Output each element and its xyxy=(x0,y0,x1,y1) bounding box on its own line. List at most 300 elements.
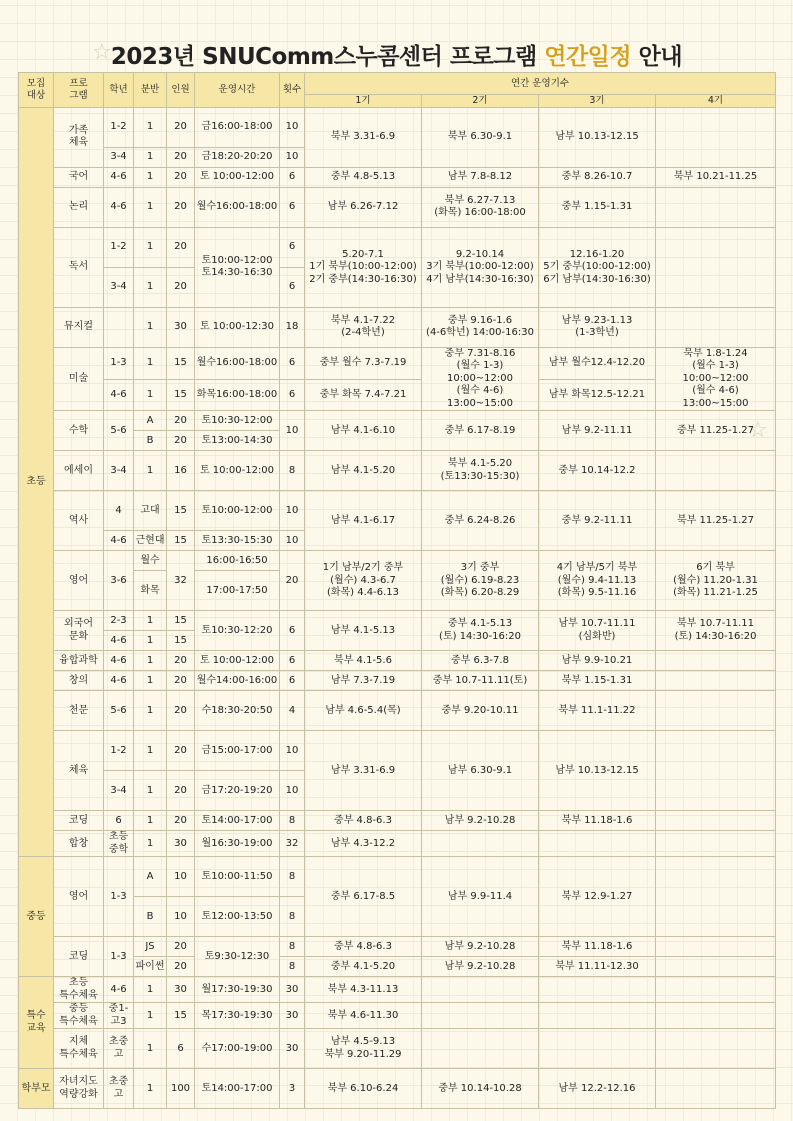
time-cell: 월16:30-19:00 xyxy=(195,831,280,857)
term1-cell: 남부 6.26-7.12 xyxy=(305,187,422,227)
term1-cell: 남부 7.3-7.19 xyxy=(305,671,422,691)
time-cell: 토10:30-12:20 xyxy=(195,611,280,651)
term3-cell: 남부 10.7-11.11 (심화반) xyxy=(539,611,656,651)
grade-cell: 4-6 xyxy=(104,379,134,411)
time-cell: 토 10:00-12:00 xyxy=(195,451,280,491)
term1-cell: 북부 4.6-11.30 xyxy=(305,1003,422,1029)
sessions-cell: 6 xyxy=(280,379,305,411)
program-name: 외국어 문화 xyxy=(54,611,104,651)
term1-cell: 남부 4.6-5.4(목) xyxy=(305,691,422,731)
section-cell: 1 xyxy=(134,147,167,167)
header-grade: 학년 xyxy=(104,73,134,108)
table-row xyxy=(19,731,776,771)
term2-cell: 3기 중부 (월수) 6.19-8.23 (화목) 6.20-8.29 xyxy=(422,551,539,611)
term1-cell: 북부 4.3-11.13 xyxy=(305,977,422,1003)
term4-cell xyxy=(656,671,776,691)
term4-cell xyxy=(656,691,776,731)
term1-cell: 남부 4.3-12.2 xyxy=(305,831,422,857)
term3-cell: 4기 남부/5기 북부 (월수) 9.4-11.13 (화목) 9.5-11.16 xyxy=(539,551,656,611)
grade-cell: 4-6 xyxy=(104,651,134,671)
grade-cell: 초중고 xyxy=(104,1069,134,1109)
term4-cell xyxy=(656,107,776,167)
program-name: 에세이 xyxy=(54,451,104,491)
program-name: 지체 특수체육 xyxy=(54,1029,104,1069)
term1-cell: 남부 4.5-9.13 북부 9.20-11.29 xyxy=(305,1029,422,1069)
table-row xyxy=(19,857,776,897)
term3-cell xyxy=(539,977,656,1003)
term3-cell: 남부 월수12.4-12.20 xyxy=(539,347,656,379)
sessions-cell: 6 xyxy=(280,651,305,671)
grade-cell: 1-3 xyxy=(104,347,134,379)
term1-cell: 5.20-7.1 1기 북부(10:00-12:00) 2기 중부(14:30-16:30) xyxy=(305,227,422,307)
term2-cell: 중부 6.17-8.19 xyxy=(422,411,539,451)
grade-cell: 1-3 xyxy=(104,857,134,937)
time-cell: 금18:20-20:20 xyxy=(195,147,280,167)
term1-cell: 중부 4.1-5.20 xyxy=(305,957,422,977)
target-group-cell: 특수 교육 xyxy=(19,977,54,1069)
term3-cell: 북부 11.1-11.22 xyxy=(539,691,656,731)
program-name: 합창 xyxy=(54,831,104,857)
table-row xyxy=(19,551,776,571)
grade-cell: 4 xyxy=(104,491,134,531)
term1-cell: 중부 6.17-8.5 xyxy=(305,857,422,937)
term3-cell xyxy=(539,1003,656,1029)
header-sessions: 횟수 xyxy=(280,73,305,108)
sessions-cell: 10 xyxy=(280,491,305,531)
term2-cell: 중부 9.16-1.6 (4-6학년) 14:00-16:30 xyxy=(422,307,539,347)
table-row xyxy=(19,347,776,379)
term1-cell: 북부 3.31-6.9 xyxy=(305,107,422,167)
title-highlight: 연간일정 xyxy=(544,44,632,70)
term3-cell: 북부 1.15-1.31 xyxy=(539,671,656,691)
term4-cell xyxy=(656,1029,776,1069)
term2-cell xyxy=(422,977,539,1003)
capacity-cell: 20 xyxy=(167,937,195,957)
capacity-cell: 32 xyxy=(167,551,195,611)
section-cell: A xyxy=(134,411,167,431)
time-cell: 월수16:00-18:00 xyxy=(195,187,280,227)
section-cell: 1 xyxy=(134,831,167,857)
capacity-cell: 20 xyxy=(167,267,195,307)
term2-cell: 중부 6.24-8.26 xyxy=(422,491,539,551)
term3-cell xyxy=(539,1029,656,1069)
header-term-t3: 3기 xyxy=(539,95,656,108)
capacity-cell: 20 xyxy=(167,651,195,671)
term2-cell: 중부 7.31-8.16 (월수 1-3) 10:00~12:00 (월수 4-6) 13:00~15:00 xyxy=(422,347,539,411)
program-name: 자녀지도 역량강화 xyxy=(54,1069,104,1109)
capacity-cell: 15 xyxy=(167,1003,195,1029)
title-text: 2023년 SNUComm스누콤센터 프로그램 xyxy=(110,44,545,70)
time-cell: 16:00-16:50 xyxy=(195,551,280,571)
term3-cell: 남부 12.2-12.16 xyxy=(539,1069,656,1109)
grade-cell: 3-4 xyxy=(104,451,134,491)
time-cell: 수18:30-20:50 xyxy=(195,691,280,731)
table-row xyxy=(19,611,776,631)
grade-cell: 4-6 xyxy=(104,531,134,551)
capacity-cell: 15 xyxy=(167,611,195,631)
grade-cell: 3-6 xyxy=(104,551,134,611)
term3-cell: 북부 11.18-1.6 xyxy=(539,937,656,957)
section-cell: 1 xyxy=(134,811,167,831)
sessions-cell: 32 xyxy=(280,831,305,857)
term4-cell xyxy=(656,1003,776,1029)
grade-cell: 3-4 xyxy=(104,267,134,307)
term3-cell: 남부 10.13-12.15 xyxy=(539,107,656,167)
term4-cell xyxy=(656,731,776,811)
term1-cell: 중부 4.8-5.13 xyxy=(305,167,422,187)
title-text-end: 안내 xyxy=(631,44,683,70)
capacity-cell: 6 xyxy=(167,1029,195,1069)
star-decoration-icon: ☆ xyxy=(748,418,768,443)
term4-cell xyxy=(656,937,776,957)
term4-cell: 중부 11.25-1.27 xyxy=(656,411,776,451)
term4-cell xyxy=(656,451,776,491)
sessions-cell: 10 xyxy=(280,147,305,167)
term2-cell xyxy=(422,831,539,857)
capacity-cell: 20 xyxy=(167,671,195,691)
section-cell: 1 xyxy=(134,227,167,267)
term4-cell: 북부 11.25-1.27 xyxy=(656,491,776,551)
capacity-cell: 20 xyxy=(167,431,195,451)
capacity-cell: 20 xyxy=(167,147,195,167)
capacity-cell: 15 xyxy=(167,491,195,531)
section-cell: 1 xyxy=(134,611,167,631)
program-name: 천문 xyxy=(54,691,104,731)
grade-cell: 3-4 xyxy=(104,147,134,167)
term1-cell: 북부 6.10-6.24 xyxy=(305,1069,422,1109)
term1-cell: 중부 화목 7.4-7.21 xyxy=(305,379,422,411)
grade-cell: 2-3 xyxy=(104,611,134,631)
term1-cell: 북부 4.1-7.22 (2-4학년) xyxy=(305,307,422,347)
table-row xyxy=(19,691,776,731)
grade-cell: 초중고 xyxy=(104,1029,134,1069)
program-name: 초등 특수체육 xyxy=(54,977,104,1003)
section-cell: 1 xyxy=(134,977,167,1003)
section-cell: B xyxy=(134,431,167,451)
term2-cell xyxy=(422,1029,539,1069)
program-name: 역사 xyxy=(54,491,104,551)
program-name: 중등 특수체육 xyxy=(54,1003,104,1029)
sessions-cell: 8 xyxy=(280,897,305,937)
table-row xyxy=(19,937,776,957)
time-cell: 토10:00-11:50 xyxy=(195,857,280,897)
time-cell: 토 10:00-12:00 xyxy=(195,167,280,187)
section-cell: 화목 xyxy=(134,571,167,611)
term4-cell xyxy=(656,1069,776,1109)
capacity-cell: 15 xyxy=(167,531,195,551)
term2-cell: 남부 7.8-8.12 xyxy=(422,167,539,187)
sessions-cell: 4 xyxy=(280,691,305,731)
capacity-cell: 30 xyxy=(167,831,195,857)
capacity-cell: 20 xyxy=(167,167,195,187)
sessions-cell: 8 xyxy=(280,937,305,957)
target-group-cell: 학부모 xyxy=(19,1069,54,1109)
capacity-cell: 20 xyxy=(167,771,195,811)
program-name: 영어 xyxy=(54,551,104,611)
section-cell: 1 xyxy=(134,379,167,411)
time-cell: 토10:30-12:00 xyxy=(195,411,280,431)
sessions-cell: 8 xyxy=(280,957,305,977)
term3-cell: 남부 9.9-10.21 xyxy=(539,651,656,671)
term1-cell: 남부 4.1-6.10 xyxy=(305,411,422,451)
term4-cell xyxy=(656,977,776,1003)
capacity-cell: 15 xyxy=(167,631,195,651)
sessions-cell: 30 xyxy=(280,977,305,1003)
table-row xyxy=(19,107,776,147)
table-row xyxy=(19,227,776,267)
sessions-cell: 20 xyxy=(280,551,305,611)
sessions-cell: 6 xyxy=(280,611,305,651)
section-cell: 1 xyxy=(134,1003,167,1029)
section-cell: 1 xyxy=(134,1069,167,1109)
section-cell: 1 xyxy=(134,651,167,671)
header-program: 프로 그램 xyxy=(54,73,104,108)
capacity-cell: 20 xyxy=(167,411,195,431)
section-cell: 1 xyxy=(134,771,167,811)
table-row xyxy=(19,1029,776,1069)
section-cell: 1 xyxy=(134,1029,167,1069)
term4-cell xyxy=(656,307,776,347)
header-target: 모집 대상 xyxy=(19,73,54,108)
time-cell: 토14:00-17:00 xyxy=(195,811,280,831)
program-name: 코딩 xyxy=(54,937,104,977)
header-term-t2: 2기 xyxy=(422,95,539,108)
term2-cell: 남부 9.9-11.4 xyxy=(422,857,539,937)
term4-cell xyxy=(656,811,776,831)
time-cell: 수17:00-19:00 xyxy=(195,1029,280,1069)
grade-cell: 1-2 xyxy=(104,227,134,267)
term4-cell: 6기 북부 (월수) 11.20-1.31 (화목) 11.21-1.25 xyxy=(656,551,776,611)
grade-cell: 4-6 xyxy=(104,187,134,227)
sessions-cell: 3 xyxy=(280,1069,305,1109)
term3-cell: 북부 11.18-1.6 xyxy=(539,811,656,831)
grade-cell xyxy=(104,307,134,347)
term2-cell: 북부 6.30-9.1 xyxy=(422,107,539,167)
term4-cell: 북부 10.7-11.11 (토) 14:30-16:20 xyxy=(656,611,776,651)
program-name: 영어 xyxy=(54,857,104,937)
header-capacity: 인원 xyxy=(167,73,195,108)
term2-cell: 남부 9.2-10.28 xyxy=(422,937,539,957)
term2-cell: 중부 6.3-7.8 xyxy=(422,651,539,671)
star-decoration-icon: ☆ xyxy=(92,40,112,65)
time-cell: 토 10:00-12:00 xyxy=(195,651,280,671)
program-name: 독서 xyxy=(54,227,104,307)
time-cell: 토9:30-12:30 xyxy=(195,937,280,977)
time-cell: 토10:00-12:00 토14:30-16:30 xyxy=(195,227,280,307)
section-cell: JS xyxy=(134,937,167,957)
capacity-cell: 15 xyxy=(167,379,195,411)
schedule-table xyxy=(18,72,776,1109)
grade-cell: 5-6 xyxy=(104,411,134,451)
term3-cell: 남부 10.13-12.15 xyxy=(539,731,656,811)
sessions-cell: 10 xyxy=(280,411,305,451)
program-name: 융합과학 xyxy=(54,651,104,671)
section-cell: 1 xyxy=(134,167,167,187)
time-cell: 17:00-17:50 xyxy=(195,571,280,611)
term2-cell: 남부 9.2-10.28 xyxy=(422,957,539,977)
capacity-cell: 20 xyxy=(167,187,195,227)
term2-cell: 북부 6.27-7.13 (화목) 16:00-18:00 xyxy=(422,187,539,227)
capacity-cell: 15 xyxy=(167,347,195,379)
term3-cell: 중부 1.15-1.31 xyxy=(539,187,656,227)
sessions-cell: 6 xyxy=(280,167,305,187)
table-row xyxy=(19,1003,776,1029)
term1-cell: 중부 4.8-6.3 xyxy=(305,937,422,957)
time-cell: 토10:00-12:00 xyxy=(195,491,280,531)
section-cell: 1 xyxy=(134,267,167,307)
header-term-t4: 4기 xyxy=(656,95,776,108)
sessions-cell: 6 xyxy=(280,227,305,267)
table-row xyxy=(19,167,776,187)
term3-cell: 남부 9.2-11.11 xyxy=(539,411,656,451)
section-cell: 파이썬 xyxy=(134,957,167,977)
table-row xyxy=(19,651,776,671)
grade-cell: 4-6 xyxy=(104,631,134,651)
term1-cell: 남부 4.1-5.20 xyxy=(305,451,422,491)
sessions-cell: 10 xyxy=(280,731,305,771)
term2-cell: 중부 10.7-11.11(토) xyxy=(422,671,539,691)
table-row xyxy=(19,1069,776,1109)
sessions-cell: 6 xyxy=(280,187,305,227)
time-cell: 토14:00-17:00 xyxy=(195,1069,280,1109)
term2-cell: 남부 9.2-10.28 xyxy=(422,811,539,831)
term2-cell: 중부 10.14-10.28 xyxy=(422,1069,539,1109)
section-cell: 1 xyxy=(134,631,167,651)
term2-cell: 중부 9.20-10.11 xyxy=(422,691,539,731)
term1-cell: 북부 4.1-5.6 xyxy=(305,651,422,671)
section-cell: 1 xyxy=(134,187,167,227)
program-name: 국어 xyxy=(54,167,104,187)
section-cell: 1 xyxy=(134,307,167,347)
time-cell: 금16:00-18:00 xyxy=(195,107,280,147)
grade-cell: 4-6 xyxy=(104,167,134,187)
program-name: 미술 xyxy=(54,347,104,411)
time-cell: 월17:30-19:30 xyxy=(195,977,280,1003)
sessions-cell: 10 xyxy=(280,107,305,147)
term2-cell xyxy=(422,1003,539,1029)
program-name: 코딩 xyxy=(54,811,104,831)
time-cell: 토 10:00-12:30 xyxy=(195,307,280,347)
capacity-cell: 20 xyxy=(167,107,195,147)
grade-cell: 3-4 xyxy=(104,771,134,811)
time-cell: 목17:30-19:30 xyxy=(195,1003,280,1029)
program-name: 뮤지컬 xyxy=(54,307,104,347)
term3-cell: 중부 10.14-12.2 xyxy=(539,451,656,491)
header-annual: 연간 운영기수 xyxy=(305,73,776,95)
table-row xyxy=(19,977,776,1003)
header-row xyxy=(19,73,776,95)
table-row xyxy=(19,491,776,531)
section-cell: 1 xyxy=(134,731,167,771)
capacity-cell: 16 xyxy=(167,451,195,491)
capacity-cell: 20 xyxy=(167,957,195,977)
target-group-cell: 초등 xyxy=(19,107,54,857)
grade-cell: 중1- 고3 xyxy=(104,1003,134,1029)
term4-cell xyxy=(656,831,776,857)
term4-cell: 북부 10.21-11.25 xyxy=(656,167,776,187)
capacity-cell: 10 xyxy=(167,857,195,897)
time-cell: 화목16:00-18:00 xyxy=(195,379,280,411)
term2-cell: 중부 4.1-5.13 (토) 14:30-16:20 xyxy=(422,611,539,651)
section-cell: A xyxy=(134,857,167,897)
capacity-cell: 30 xyxy=(167,977,195,1003)
target-group-cell: 중등 xyxy=(19,857,54,977)
time-cell: 월수16:00-18:00 xyxy=(195,347,280,379)
sessions-cell: 30 xyxy=(280,1003,305,1029)
program-name: 체육 xyxy=(54,731,104,811)
section-cell: 고대 xyxy=(134,491,167,531)
grade-cell: 6 xyxy=(104,811,134,831)
table-row xyxy=(19,451,776,491)
table-row xyxy=(19,811,776,831)
grade-cell: 5-6 xyxy=(104,691,134,731)
sessions-cell: 6 xyxy=(280,267,305,307)
section-cell: 근현대 xyxy=(134,531,167,551)
term3-cell: 남부 9.23-1.13 (1-3학년) xyxy=(539,307,656,347)
program-name: 논리 xyxy=(54,187,104,227)
sessions-cell: 10 xyxy=(280,531,305,551)
time-cell: 토12:00-13:50 xyxy=(195,897,280,937)
term3-cell: 남부 화목12.5-12.21 xyxy=(539,379,656,411)
term4-cell xyxy=(656,651,776,671)
page-title xyxy=(0,38,793,71)
grade-cell: 초등 중학 xyxy=(104,831,134,857)
grade-cell: 4-6 xyxy=(104,977,134,1003)
term4-cell xyxy=(656,957,776,977)
term2-cell: 남부 6.30-9.1 xyxy=(422,731,539,811)
program-name: 가족 체육 xyxy=(54,107,104,167)
term3-cell: 북부 12.9-1.27 xyxy=(539,857,656,937)
term1-cell: 남부 4.1-6.17 xyxy=(305,491,422,551)
program-name: 수학 xyxy=(54,411,104,451)
term2-cell: 9.2-10.14 3기 북부(10:00-12:00) 4기 남부(14:30-16:30) xyxy=(422,227,539,307)
sessions-cell: 6 xyxy=(280,671,305,691)
term1-cell: 남부 3.31-6.9 xyxy=(305,731,422,811)
table-row xyxy=(19,831,776,857)
header-time: 운영시간 xyxy=(195,73,280,108)
time-cell: 토13:30-15:30 xyxy=(195,531,280,551)
term1-cell: 남부 4.1-5.13 xyxy=(305,611,422,651)
section-cell: 1 xyxy=(134,347,167,379)
capacity-cell: 20 xyxy=(167,731,195,771)
sessions-cell: 10 xyxy=(280,771,305,811)
term3-cell xyxy=(539,831,656,857)
sessions-cell: 18 xyxy=(280,307,305,347)
grade-cell: 1-2 xyxy=(104,107,134,147)
sessions-cell: 30 xyxy=(280,1029,305,1069)
sessions-cell: 8 xyxy=(280,451,305,491)
capacity-cell: 20 xyxy=(167,227,195,267)
sessions-cell: 6 xyxy=(280,347,305,379)
term4-cell xyxy=(656,227,776,307)
time-cell: 금17:20-19:20 xyxy=(195,771,280,811)
term3-cell: 북부 11.11-12.30 xyxy=(539,957,656,977)
capacity-cell: 20 xyxy=(167,691,195,731)
time-cell: 월수14:00-16:00 xyxy=(195,671,280,691)
time-cell: 금15:00-17:00 xyxy=(195,731,280,771)
section-cell: 1 xyxy=(134,671,167,691)
sessions-cell: 8 xyxy=(280,811,305,831)
capacity-cell: 30 xyxy=(167,307,195,347)
section-cell: B xyxy=(134,897,167,937)
capacity-cell: 10 xyxy=(167,897,195,937)
program-name: 창의 xyxy=(54,671,104,691)
header-term-t1: 1기 xyxy=(305,95,422,108)
term3-cell: 중부 8.26-10.7 xyxy=(539,167,656,187)
header-section: 분반 xyxy=(134,73,167,108)
time-cell: 토13:00-14:30 xyxy=(195,431,280,451)
section-cell: 1 xyxy=(134,691,167,731)
